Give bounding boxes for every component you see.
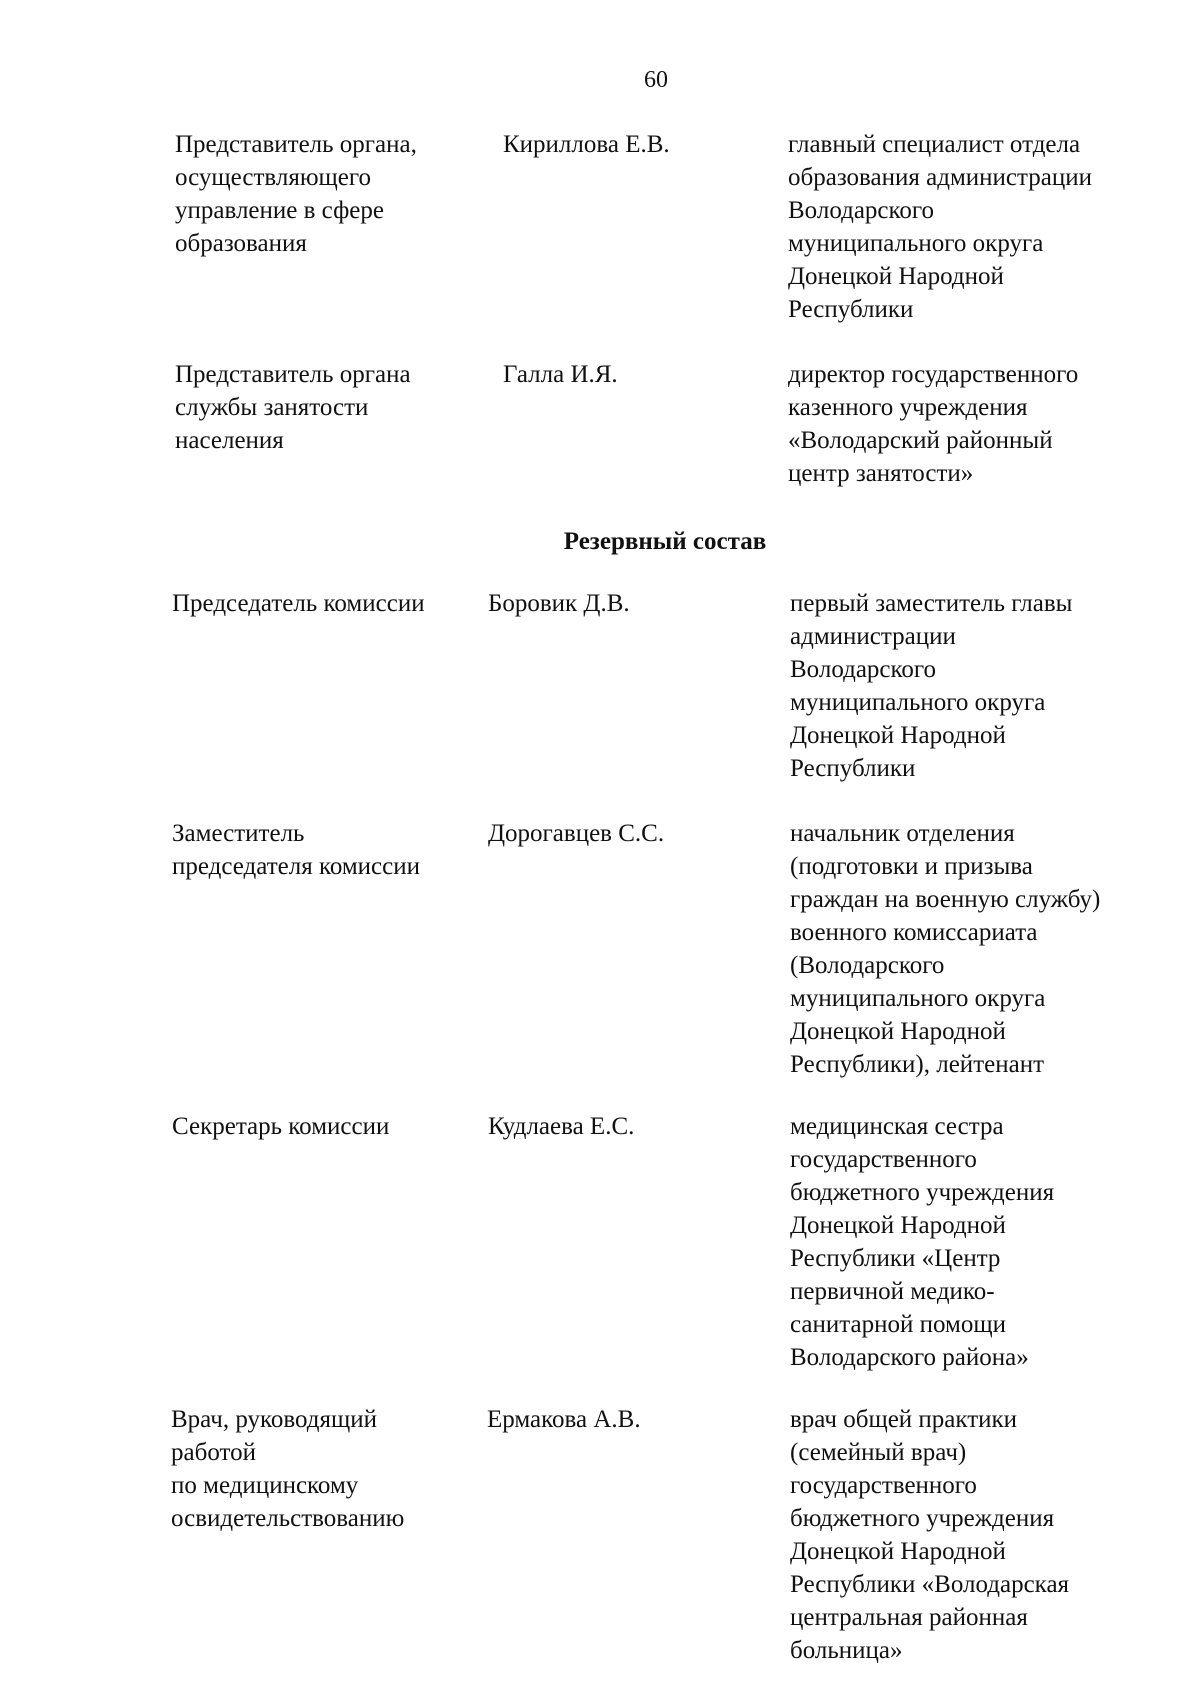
member-position: главный специалист отдела образования администрации Володарского муниципального округа Донецкой Народной Республики (788, 131, 1092, 323)
member-position: врач общей практики (семейный врач) государственного бюджетного учреждения Донецкой Народной Республики «Володарская центральная районная больница» (790, 1406, 1070, 1664)
member-role: Представитель органа службы занятости населения (175, 361, 411, 454)
member-position: начальник отделения (подготовки и призыва граждан на военную службу) военного комиссариата (Володарского муниципального округа Донецкой Народной Республики), лейтенант (790, 820, 1101, 1078)
member-role: Врач, руководящий работой по медицинскому освидетельствованию (171, 1406, 405, 1532)
member-name: Боровик Д.В. (488, 590, 630, 617)
member-position: директор государственного казенного учреждения «Володарский районный центр занятости» (788, 361, 1079, 487)
member-role: Заместитель председателя комиссии (172, 820, 420, 880)
reserve-section-heading: Резервный состав (563, 528, 767, 555)
page-number: 60 (644, 67, 668, 93)
member-name: Кудлаева Е.С. (488, 1113, 635, 1140)
member-position: медицинская сестра государственного бюджетного учреждения Донецкой Народной Республики «Центр первичной медико- санитарной помощи Володарского района» (790, 1113, 1055, 1371)
member-position: первый заместитель главы администрации Володарского муниципального округа Донецкой Народной Республики (790, 590, 1073, 782)
member-name: Дорогавцев С.С. (488, 820, 665, 847)
member-role: Секретарь комиссии (172, 1113, 390, 1140)
member-role: Председатель комиссии (172, 590, 425, 617)
member-role: Представитель органа, осуществляющего управление в сфере образования (175, 131, 417, 257)
member-name: Галла И.Я. (503, 361, 618, 388)
member-name: Кириллова Е.В. (503, 131, 670, 158)
member-name: Ермакова А.В. (487, 1406, 641, 1433)
